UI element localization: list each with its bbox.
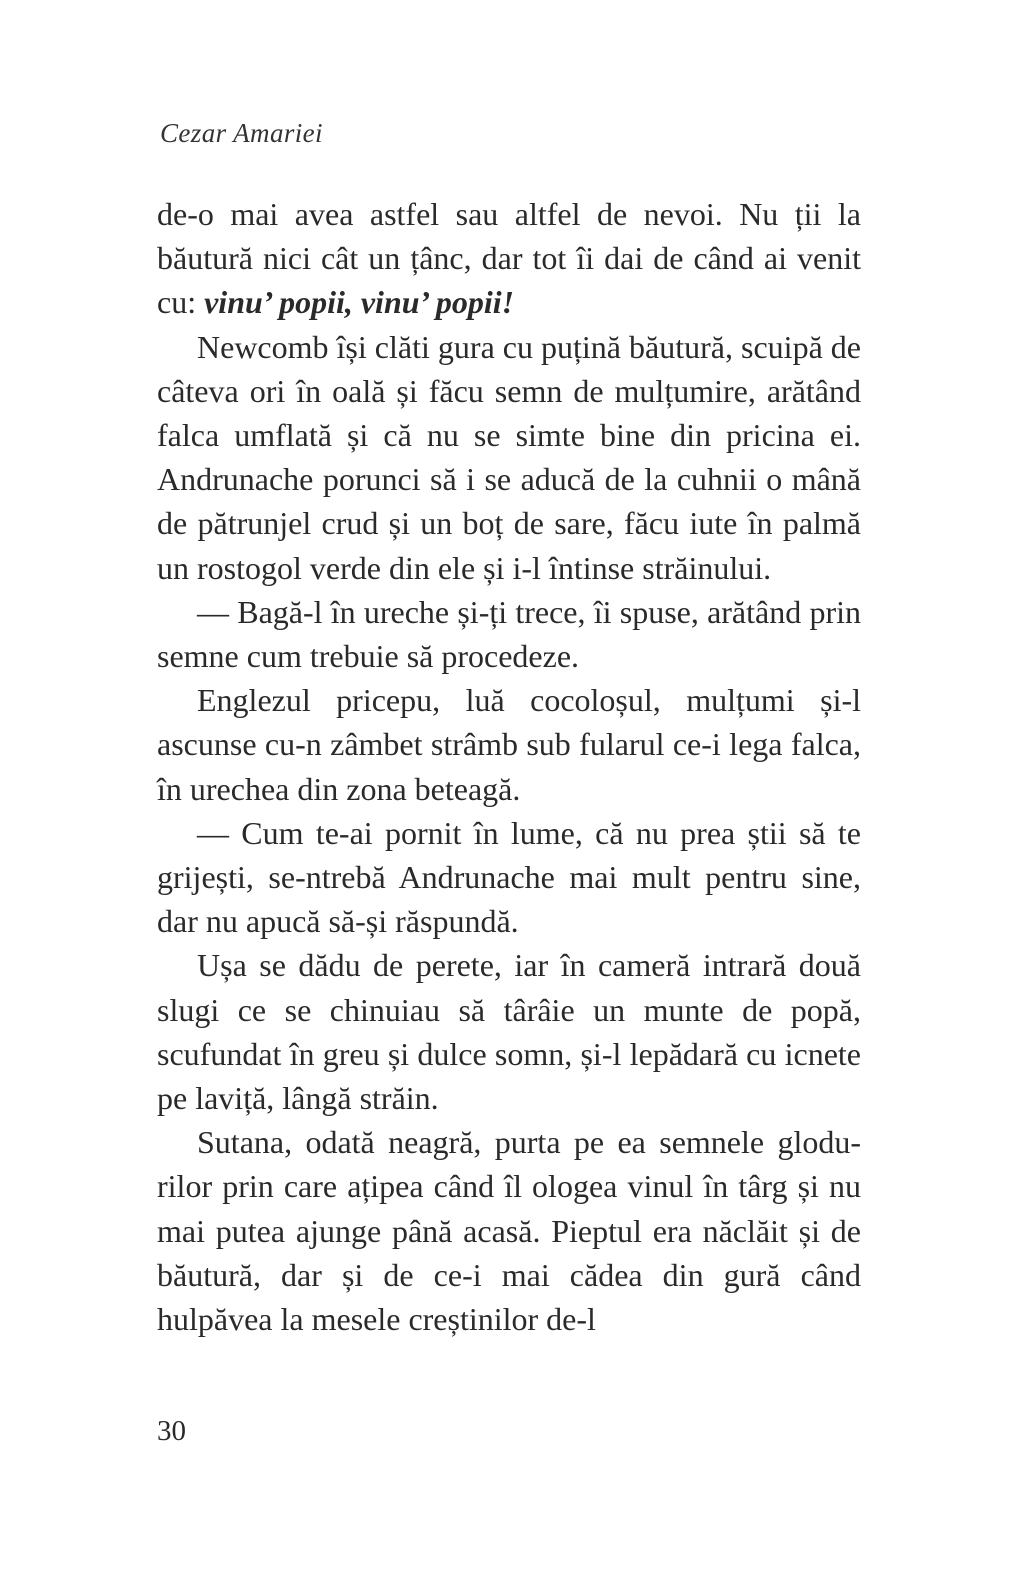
paragraph-4: Englezul pricepu, luă cocoloșul, mulțumi și-l ascunse cu-n zâmbet strâmb sub fularul ce-i lega falca, în urechea din zona beteagă. [157,682,861,807]
running-head-author: Cezar Amariei [160,118,323,148]
body-text [157,192,861,1341]
paragraph-2: Newcomb își clăti gura cu puțină băutură, scuipă de câteva ori în oală și făcu semn de mulțumire, arătând falca umflată și că nu se simte bine din pricina ei. Andrunache porunci să i se aducă de la cuhnii o mână de pătrunjel crud și un boț de sare, făcu iute în palmă un rostogol verde din ele și i-l întinse străinului. [157,328,861,586]
paragraph-5-dialogue: — Cum te-ai pornit în lume, că nu prea știi să te grijești, se-ntrebă Andrunache mai mult pentru sine, dar nu apucă să-și răspundă. [157,814,861,940]
paragraph-1-text: de-o mai avea astfel sau altfel de nevoi. Nu ții la băutură nici cât un țânc, dar tot îi dai de când ai venit cu: [157,196,861,321]
paragraph-6: Ușa se dădu de perete, iar în cameră intrară două slugi ce se chinuiau să târâie un munte de popă, scufundat în greu și dulce somn, și-l lepădară cu icnete pe laviță, lângă străin. [157,947,861,1117]
paragraph-1-emphasis: vinu’ popii, vinu’ popii! [204,284,515,321]
paragraph-7: Sutana, odată neagră, purta pe ea semnele glodurilor prin care ațipea când îl ologea vinul în târg și nu mai putea ajunge până acasă. Pieptul era năclăit și de băutură, dar și de ce-i mai cădea din gură când hulpăvea la mesele creștinilor de-l [157,1124,861,1338]
paragraph-3-dialogue: — Bagă-l în ureche și-ți trece, îi spuse, arătând prin semne cum trebuie să procedeze. [157,593,861,675]
paragraph-1 [157,192,861,325]
page-number: 30 [157,1415,186,1447]
